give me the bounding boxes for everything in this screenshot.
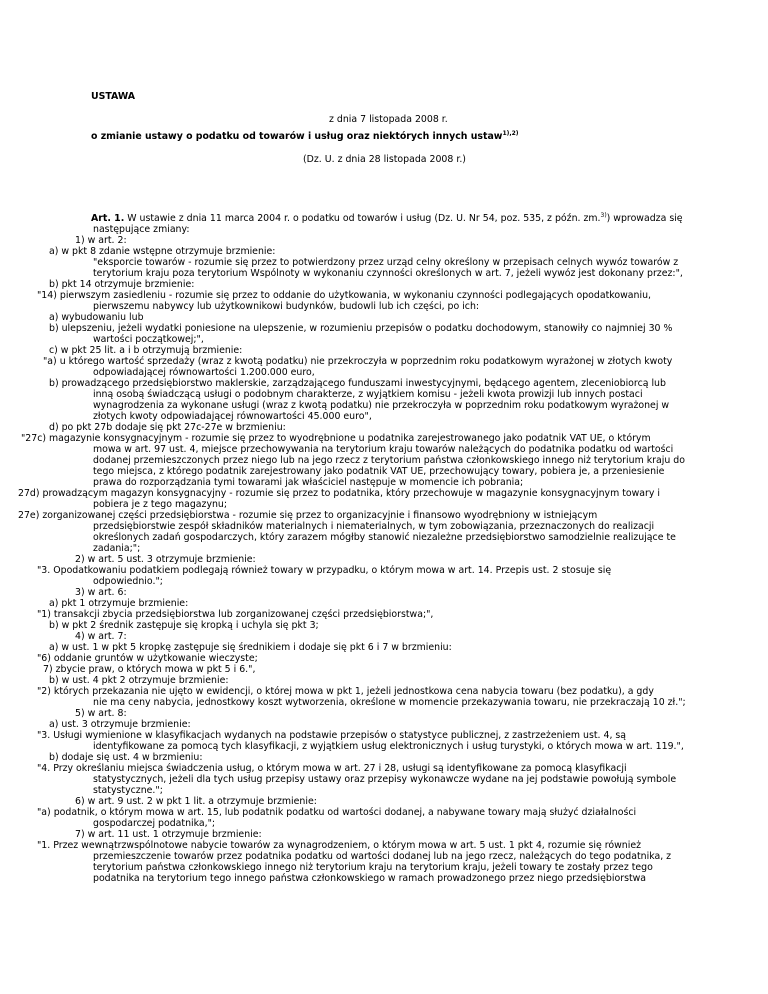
text-line: b) ulepszeniu, jeżeli wydatki poniesione na ulepszenie, w rozumieniu przepisów o podatku dochodowym, stanowiły co najmniej 30 % xyxy=(49,323,673,334)
text-line: 27e) zorganizowanej części przedsiębiorstwa - rozumie się przez to organizacyjnie i finansowo wyodrębniony w istniejącym xyxy=(18,510,598,521)
text-line: "6) oddanie gruntów w użytkowanie wieczyste; xyxy=(37,653,258,664)
text-line: d) po pkt 27b dodaje się pkt 27c-27e w brzmieniu: xyxy=(49,422,286,433)
text-line: wynagrodzenia za wykonane usługi (wraz z kwotą podatku) nie przekroczyła w poprzednim roku podatkowym wyrażonej w xyxy=(93,400,670,411)
text-line: określonych zadań gospodarczych, który zarazem mógłby stanowić niezależne przedsiębiorstwo samodzielnie realizujące te xyxy=(93,532,676,543)
text-line: 1) w art. 2: xyxy=(75,235,127,246)
article-1-label: Art. 1. xyxy=(91,213,125,224)
text-line: mowa w art. 97 ust. 4, miejsce przechowywania na terytorium kraju towarów należących do podatnika podatku od wartości xyxy=(93,444,674,455)
act-subject-footnote: 1),2) xyxy=(502,130,519,137)
text-line: b) w pkt 2 średnik zastępuje się kropką i uchyla się pkt 3; xyxy=(49,620,319,631)
text-line: "eksporcie towarów - rozumie się przez to potwierdzony przez urząd celny określony w przepisach celnych wywóz towarów z xyxy=(93,257,679,268)
text-line: przedsiębiorstwie zespół składników materialnych i niematerialnych, w tym zobowiązania, przeznaczonych do realizacji xyxy=(93,521,655,532)
text-line: b) w ust. 4 pkt 2 otrzymuje brzmienie: xyxy=(49,675,229,686)
text-line: podatnika na terytorium tego innego państwa członkowskiego w ramach prowadzonego przez niego przedsiębiorstwa xyxy=(93,873,647,884)
text-line: b) pkt 14 otrzymuje brzmienie: xyxy=(49,279,195,290)
text-line: 6) w art. 9 ust. 2 w pkt 1 lit. a otrzymuje brzmienie: xyxy=(75,796,317,807)
text-line: b) prowadzącego przedsiębiorstwo maklerskie, zarządzającego funduszami inwestycyjnymi, będącego agentem, zleceniobiorcą lub xyxy=(49,378,666,389)
act-subject-text: o zmianie ustawy o podatku od towarów i usług oraz niektórych innych ustaw xyxy=(91,131,503,142)
text-line: 5) w art. 8: xyxy=(75,708,127,719)
text-line: nie ma ceny nabycia, jednostkowy koszt wytworzenia, określone w momencie przekazywania towaru, nie przekraczają 10 zł."; xyxy=(93,697,686,708)
text-line: 3) w art. 6: xyxy=(75,587,127,598)
text-line: a) w pkt 8 zdanie wstępne otrzymuje brzmienie: xyxy=(49,246,276,257)
text-line: złotych kwoty odpowiadającej równowartości 45.000 euro", xyxy=(93,411,372,422)
text-line: inną osobą świadczącą usługi o podobnym charakterze, z wyjątkiem komisu - jeżeli kwota prowizji lub innych postaci xyxy=(93,389,643,400)
text-line: 2) w art. 5 ust. 3 otrzymuje brzmienie: xyxy=(75,554,256,565)
text-line: "2) których przekazania nie ujęto w ewidencji, o której mowa w pkt 1, jeżeli jednostkowa cena nabycia towaru (bez podatku), a gdy xyxy=(37,686,654,697)
text-line: "a) u którego wartość sprzedaży (wraz z kwotą podatku) nie przekroczyła w poprzednim roku podatkowym wyrażonej w złotych kwoty xyxy=(43,356,673,367)
text-line: 4) w art. 7: xyxy=(75,631,127,642)
text-line: a) wybudowaniu lub xyxy=(49,312,144,323)
text-line: "3. Usługi wymienione w klasyfikacjach wydanych na podstawie przepisów o statystyce publicznej, z zastrzeżeniem ust. 4, są xyxy=(37,730,627,741)
text-line: statystycznych, jeżeli dla tych usług przepisy ustawy oraz przepisy wykonawcze wydane na jej podstawie powołują symbole xyxy=(93,774,677,785)
act-date: z dnia 7 listopada 2008 r. xyxy=(329,114,448,125)
text-line: "14) pierwszym zasiedleniu - rozumie się przez to oddanie do użytkowania, w wykonaniu czynności podlegających opodatkowaniu, xyxy=(37,290,652,301)
text-line: terytorium państwa członkowskiego innego niż terytorium kraju na terytorium kraju, jeżeli towary te zostały przez tego xyxy=(93,862,653,873)
text-line: prawa do rozporządzania tymi towarami jak właściciel następuje w momencie ich pobrania; xyxy=(93,477,524,488)
text-line: "1) transakcji zbycia przedsiębiorstwa lub zorganizowanej części przedsiębiorstwa;", xyxy=(37,609,434,620)
text-line: c) w pkt 25 lit. a i b otrzymują brzmienie: xyxy=(49,345,243,356)
text-line: "4. Przy określaniu miejsca świadczenia usług, o którym mowa w art. 27 i 28, usługi są identyfikowane za pomocą klasyfikacji xyxy=(37,763,627,774)
text-line: a) pkt 1 otrzymuje brzmienie: xyxy=(49,598,189,609)
text-line: następujące zmiany: xyxy=(93,224,190,235)
act-subject xyxy=(91,131,519,142)
text-line: 7) w art. 11 ust. 1 otrzymuje brzmienie: xyxy=(75,829,262,840)
text-line: 27d) prowadzącym magazyn konsygnacyjny - rozumie się przez to podatnika, który przechowuje w magazynie konsygnacyjnym towary i xyxy=(18,488,661,499)
text-line: odpowiadającej równowartości 1.200.000 euro, xyxy=(93,367,315,378)
article-1-footnote: 3) xyxy=(600,212,607,219)
article-1-intro xyxy=(91,213,683,224)
text-line: wartości początkowej;", xyxy=(93,334,204,345)
text-line: pobiera je z tego magazynu; xyxy=(93,499,228,510)
act-publication: (Dz. U. z dnia 28 listopada 2008 r.) xyxy=(303,154,466,165)
text-line: "27c) magazynie konsygnacyjnym - rozumie się przez to wyodrębnione u podatnika zarejestrowanego jako podatnik VAT UE, o którym xyxy=(21,433,651,444)
text-line: dodanej przemieszczonych przez niego lub na jego rzecz z terytorium państwa członkowskiego innego niż terytorium kraju do xyxy=(93,455,685,466)
text-line: pierwszemu nabywcy lub użytkownikowi budynków, budowli lub ich części, po ich: xyxy=(93,301,480,312)
text-line: statystyczne."; xyxy=(93,785,163,796)
text-line: 7) zbycie praw, o których mowa w pkt 5 i 6.", xyxy=(43,664,256,675)
text-line: zadania;"; xyxy=(93,543,141,554)
text-line: terytorium kraju poza terytorium Wspólnoty w wykonaniu czynności określonych w art. 7, jeżeli wywóz jest dokonany przez:", xyxy=(93,268,683,279)
text-line: odpowiednio."; xyxy=(93,576,163,587)
text-line: przemieszczenie towarów przez podatnika podatku od wartości dodanej lub na jego rzecz, należących do tego podatnika, z xyxy=(93,851,672,862)
text-line: identyfikowane za pomocą tych klasyfikacji, z wyjątkiem usług elektronicznych i usług turystyki, o których mowa w art. 119.", xyxy=(93,741,684,752)
text-line: b) dodaje się ust. 4 w brzmieniu: xyxy=(49,752,203,763)
act-title: USTAWA xyxy=(91,91,136,102)
article-1-text: W ustawie z dnia 11 marca 2004 r. o podatku od towarów i usług (Dz. U. Nr 54, poz. 535, z późn. zm. xyxy=(127,213,601,224)
text-line: "3. Opodatkowaniu podatkiem podlegają również towary w przypadku, o którym mowa w art. 14. Przepis ust. 2 stosuje się xyxy=(37,565,612,576)
text-line: gospodarczej podatnika,"; xyxy=(93,818,216,829)
article-1-text-end: ) wprowadza się xyxy=(606,213,683,224)
text-line: tego miejsca, z którego podatnik zarejestrowany jako podatnik VAT UE, przechowujący towary, pobiera je, a przeniesienie xyxy=(93,466,665,477)
text-line: "a) podatnik, o którym mowa w art. 15, lub podatnik podatku od wartości dodanej, a nabywane towary mają służyć działalności xyxy=(37,807,637,818)
text-line: a) w ust. 1 w pkt 5 kropkę zastępuje się średnikiem i dodaje się pkt 6 i 7 w brzmieniu: xyxy=(49,642,452,653)
text-line: "1. Przez wewnątrzwspólnotowe nabycie towarów za wynagrodzeniem, o którym mowa w art. 5 ust. 1 pkt 4, rozumie się również xyxy=(37,840,642,851)
text-line: a) ust. 3 otrzymuje brzmienie: xyxy=(49,719,191,730)
